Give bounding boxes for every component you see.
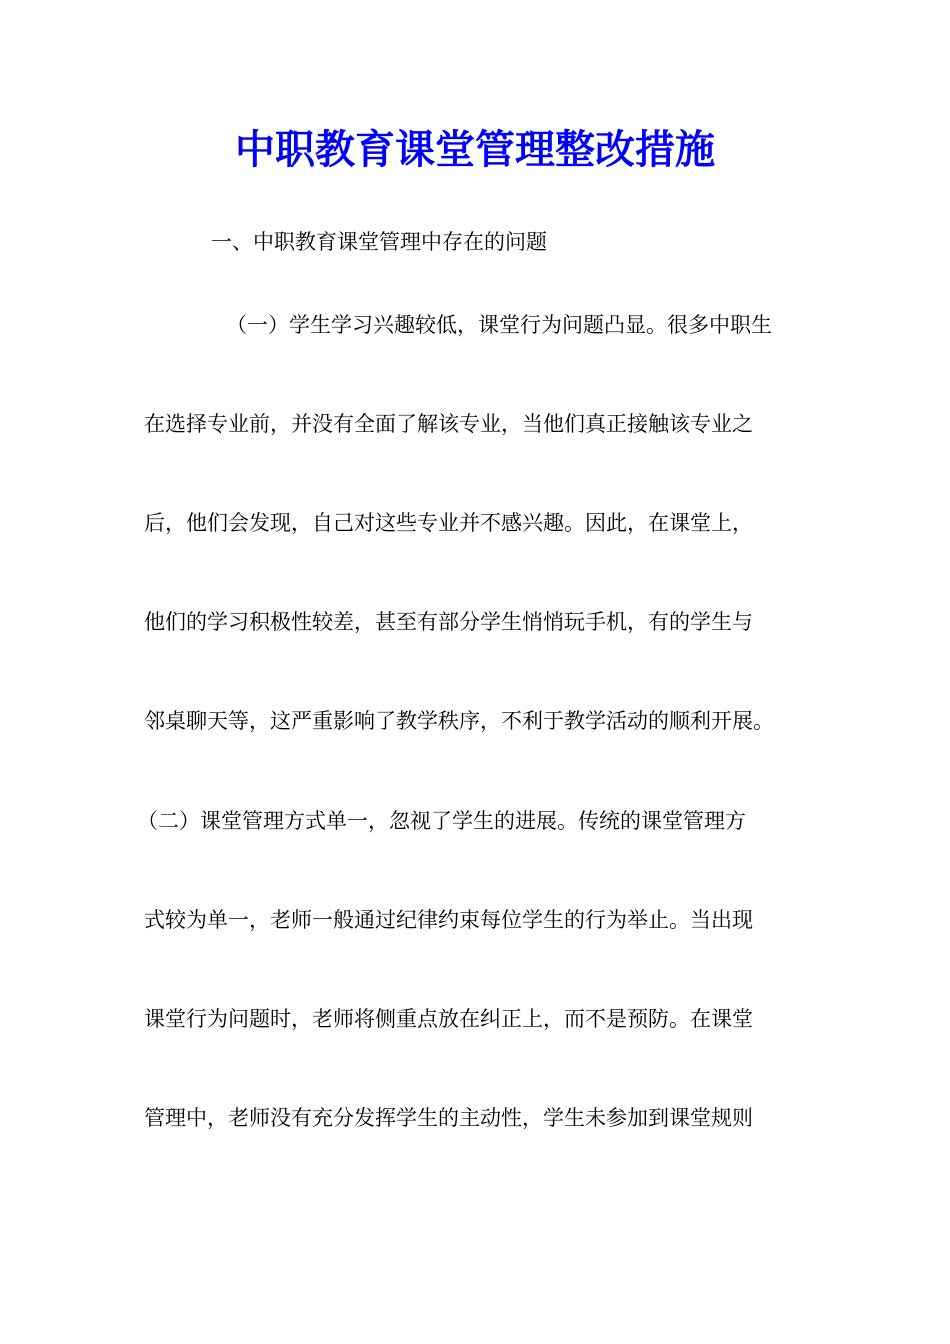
paragraph-line: 课堂行为问题时，老师将侧重点放在纠正上，而不是预防。在课堂 (144, 1007, 753, 1031)
paragraph-line: 在选择专业前，并没有全面了解该专业，当他们真正接触该专业之 (144, 412, 753, 436)
paragraph-line: 后，他们会发现，自己对这些专业并不感兴趣。因此，在课堂上， (144, 511, 753, 535)
section-heading: 一、中职教育课堂管理中存在的问题 (211, 230, 547, 254)
document-title: 中职教育课堂管理整改措施 (235, 126, 715, 173)
paragraph-line: 式较为单一，老师一般通过纪律约束每位学生的行为举止。当出现 (144, 908, 753, 932)
paragraph-line: （二）课堂管理方式单一，忽视了学生的进展。传统的课堂管理方 (137, 809, 746, 833)
paragraph-line: 他们的学习积极性较差，甚至有部分学生悄悄玩手机，有的学生与 (144, 610, 753, 634)
paragraph-line: （一）学生学习兴趣较低，课堂行为问题凸显。很多中职生 (226, 313, 772, 337)
paragraph-line: 邻桌聊天等，这严重影响了教学秩序，不利于教学活动的顺利开展。 (144, 709, 774, 733)
paragraph-line: 管理中，老师没有充分发挥学生的主动性，学生未参加到课堂规则 (144, 1106, 753, 1130)
